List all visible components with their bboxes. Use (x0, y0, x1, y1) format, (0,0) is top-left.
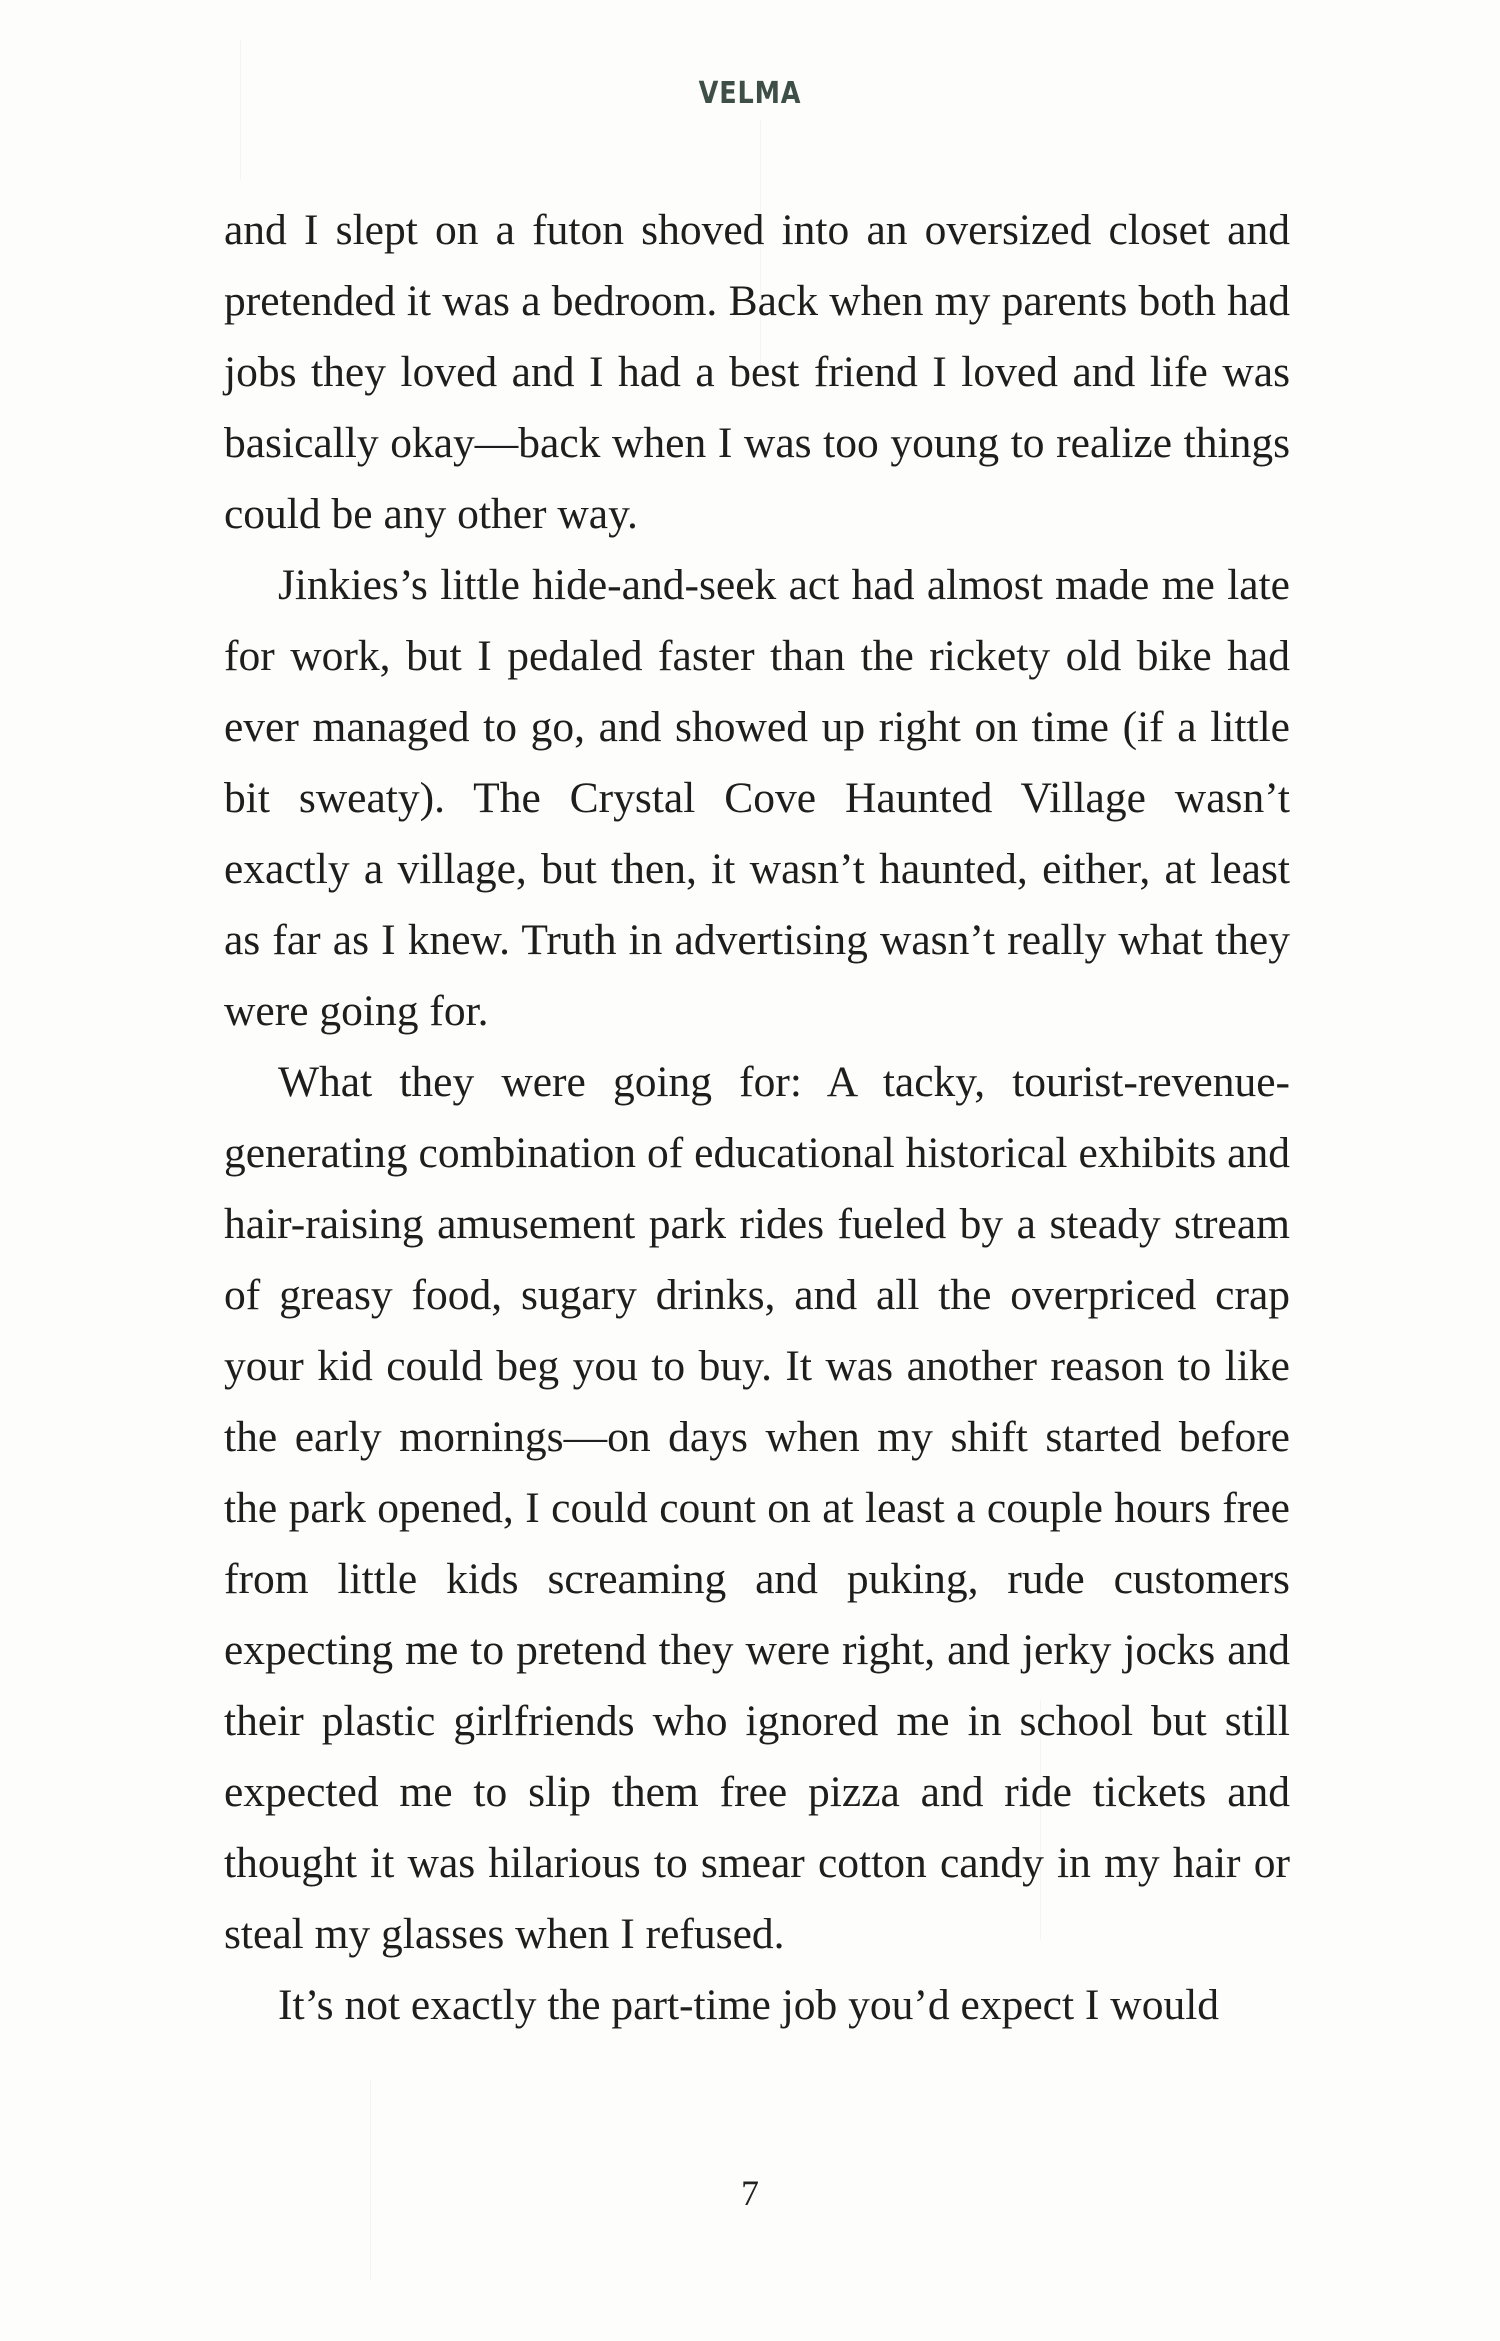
paragraph: and I slept on a futon shoved into an oversized closet and pretended it was a bedroom. Back when my parents both had jobs they loved and I had a best friend I loved and life was basically okay—back when I was too young to realize things could be any other way. (224, 206, 1290, 538)
paragraph: What they were going for: A tacky, tourist-revenue-generating combination of educational historical exhibits and hair-raising amusement park rides fueled by a steady stream of greasy food, sugary drinks, and all the overpriced crap your kid could beg you to buy. It was another reason to like the early mornings—on days when my shift started before the park opened, I could count on at least a couple hours free from little kids screaming and puking, rude customers expecting me to pretend they were right, and jerky jocks and their plastic girlfriends who ignored me in school but still expected me to slip them free pizza and ride tickets and thought it was hilarious to smear cotton candy in my hair or steal my glasses when I refused. (224, 1058, 1290, 1958)
paragraph: Jinkies’s little hide-and-seek act had almost made me late for work, but I pedaled faster than the rickety old bike had ever managed to go, and showed up right on time (if a little bit sweaty). The Crystal Cove Haunted Village wasn’t exactly a village, but then, it wasn’t haunted, either, at least as far as I knew. Truth in advertising wasn’t really what they were going for. (224, 561, 1290, 1035)
body-text (224, 195, 1290, 2041)
paragraph: It’s not exactly the part-time job you’d expect I would (278, 1981, 1220, 2029)
page-number: 7 (741, 2173, 759, 2213)
running-head: VELMA (698, 76, 802, 111)
